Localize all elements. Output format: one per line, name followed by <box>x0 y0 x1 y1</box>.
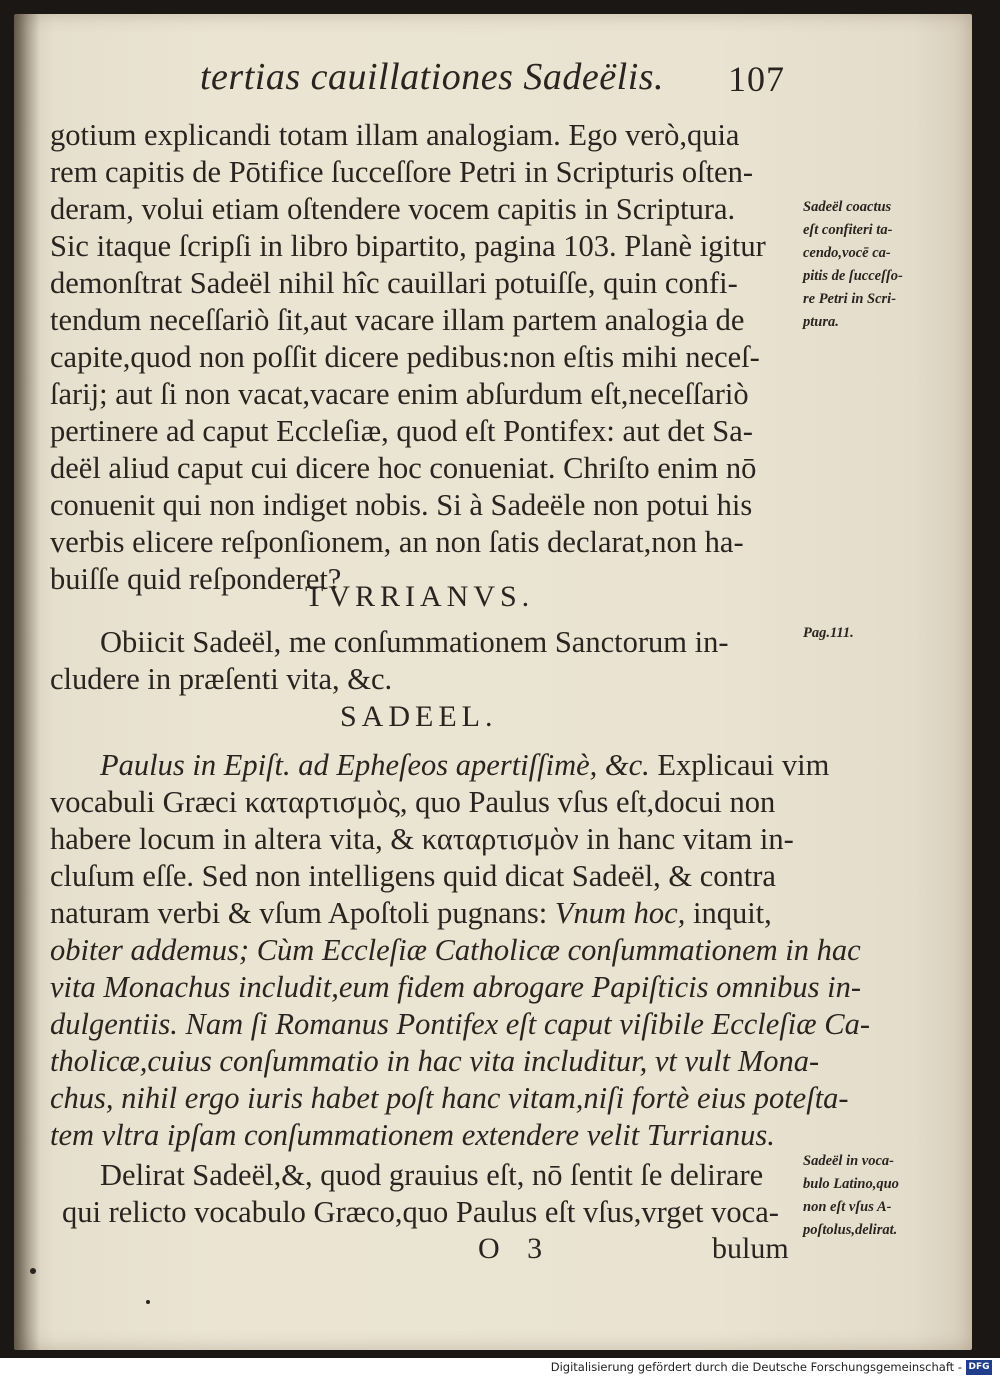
margin-line: ptura. <box>803 314 839 330</box>
section-heading-turrianus: TVRRIANVS. <box>305 580 535 613</box>
margin-line: eſt confiteri ta- <box>803 222 893 238</box>
body-text: inquit, <box>685 896 772 930</box>
quoted-line: vita Monachus includit,eum fidem abrogare Papiſticis omnibus in- <box>50 970 861 1004</box>
quoted-line: obiter addemus; Cùm Eccleſiæ Catholicæ conſummationem in hac <box>50 933 861 967</box>
body-line: conuenit qui non indiget nobis. Si à Sadeële non potui his <box>50 488 753 522</box>
margin-line: Sadeël in voca- <box>803 1153 895 1169</box>
body-line: gotium explicandi totam illam analogiam. Ego verò,quia <box>50 118 740 152</box>
body-text: Explicaui vim <box>649 748 830 782</box>
quoted-line: tem vltra ipſam conſummationem extendere velit Turrianus. <box>50 1118 775 1152</box>
section-heading-sadeel: SADEEL. <box>340 700 498 733</box>
body-line: cluſum eſſe. Sed non intelligens quid dicat Sadeël, & contra <box>50 859 776 893</box>
quoted-line: chus, nihil ergo iuris habet poſt hanc vitam,niſi fortè eius poteſta- <box>50 1081 849 1115</box>
ink-speck <box>146 1300 150 1304</box>
body-line: buiſſe quid reſponderet? <box>50 562 342 596</box>
dfg-logo-icon: DFG <box>966 1360 992 1375</box>
body-line: deram, volui etiam oſtendere vocem capitis in Scriptura. <box>50 192 736 226</box>
margin-line: Sadeël coactus <box>803 199 892 215</box>
signature-mark: O 3 <box>478 1232 553 1265</box>
body-line: Delirat Sadeël,&, quod grauius eſt, nō ſentit ſe delirare <box>100 1158 764 1192</box>
margin-note-2: Pag.111. <box>803 625 854 641</box>
body-line: rem capitis de Pōtifice ſucceſſore Petri in Scripturis oſten- <box>50 155 753 189</box>
quoted-line: dulgentiis. Nam ſi Romanus Pontifex eſt caput viſibile Eccleſiæ Ca- <box>50 1007 870 1041</box>
quoted-text: Vnum hoc, <box>554 896 686 930</box>
body-line: deël aliud caput cui dicere hoc conueniat. Chriſto enim nō <box>50 451 757 485</box>
body-line <box>50 896 772 930</box>
body-line: demonſtrat Sadeël nihil hîc cauillari potuiſſe, quin confi- <box>50 266 738 300</box>
footer-bar <box>0 1358 1000 1378</box>
footer-credit: Digitalisierung gefördert durch die Deutsche Forschungsgemeinschaft - <box>550 1360 962 1374</box>
margin-line: bulo Latino,quo <box>803 1176 899 1192</box>
body-line <box>100 748 829 782</box>
ink-speck <box>30 1268 36 1274</box>
margin-line: re Petri in Scri- <box>803 291 897 307</box>
margin-line: pitis de ſucceſſo- <box>803 268 903 284</box>
body-line: vocabuli Græci καταρτισμὸς, quo Paulus vſus eſt,docui non <box>50 785 776 819</box>
body-line: verbis elicere reſponſionem, an non ſatis declarat,non ha- <box>50 525 744 559</box>
body-line: tendum neceſſariò ſit,aut vacare illam partem analogia de <box>50 303 745 337</box>
body-line: cludere in præſenti vita, &c. <box>50 662 393 696</box>
body-line: qui relicto vocabulo Græco,quo Paulus eſt vſus,vrget voca- <box>62 1195 779 1229</box>
body-text: naturam verbi & vſum Apoſtoli pugnans: <box>50 896 555 930</box>
margin-line: cendo,vocē ca- <box>803 245 891 261</box>
body-line: pertinere ad caput Eccleſiæ, quod eſt Pontifex: aut det Sa- <box>50 414 753 448</box>
quoted-line: tholicæ,cuius conſummatio in hac vita includitur, vt vult Mona- <box>50 1044 820 1078</box>
body-line: Sic itaque ſcripſi in libro bipartito, pagina 103. Planè igitur <box>50 229 766 263</box>
page-number: 107 <box>728 59 785 99</box>
gutter-shadow <box>14 14 40 1350</box>
running-title: tertias cauillationes Sadeëlis. <box>200 56 665 98</box>
body-line: ſarij; aut ſi non vacat,vacare enim abſurdum eſt,neceſſariò <box>50 377 749 411</box>
catchword: bulum <box>712 1232 789 1265</box>
margin-line: poſtolus,delirat. <box>803 1222 898 1238</box>
quoted-text: Paulus in Epiſt. ad Epheſeos apertiſſimè, &c. <box>100 748 650 782</box>
margin-line: non eſt vſus A- <box>803 1199 892 1215</box>
body-line: habere locum in altera vita, & καταρτισμὸν in hanc vitam in- <box>50 822 794 856</box>
body-line: Obiicit Sadeël, me conſummationem Sanctorum in- <box>100 625 729 659</box>
body-line: capite,quod non poſſit dicere pedibus:non eſtis mihi neceſ- <box>50 340 760 374</box>
